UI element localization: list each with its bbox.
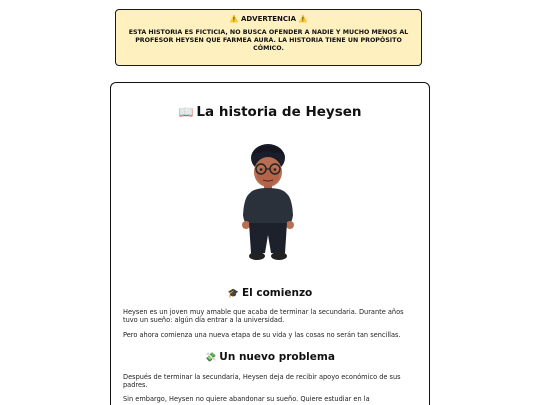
section-heading-text: Un nuevo problema — [219, 351, 335, 363]
paragraph: Después de terminar la secundaria, Heysen deja de recibir apoyo económico de sus padres. — [123, 373, 401, 390]
section-heading-el-comienzo — [111, 286, 429, 301]
page-title-text: La historia de Heysen — [196, 104, 362, 120]
warning-icon: ⚠️ — [298, 15, 308, 23]
graduation-cap-icon: 🎓 — [227, 289, 239, 299]
section-heading-un-nuevo-problema — [111, 350, 429, 365]
warning-title: ADVERTENCIA — [240, 15, 297, 23]
warning-banner — [115, 9, 422, 66]
heysen-character-image — [236, 143, 302, 263]
warning-text: ESTA HISTORIA ES FICTICIA, NO BUSCA OFENDER A NADIE Y MUCHO MENOS AL PROFESOR HEYSEN QUE FARMEA AURA. LA HISTORIA TIENE UN PROPÓSITO CÓMICO. — [128, 29, 409, 52]
money-with-wings-icon: 💸 — [205, 353, 217, 363]
open-book-icon: 📖 — [178, 105, 194, 119]
story-card — [110, 82, 430, 405]
section-heading-text: El comienzo — [241, 287, 313, 299]
warning-icon: ⚠️ — [229, 15, 239, 23]
page-title — [111, 103, 429, 121]
paragraph: Sin embargo, Heysen no quiere abandonar su sueño. Quiere estudiar en la — [123, 395, 370, 403]
paragraph: Heysen es un joven muy amable que acaba de terminar la secundaria. Durante años tuvo un sueño: algún día entrar a la universidad. — [123, 308, 404, 325]
paragraph: Pero ahora comienza una nueva etapa de su vida y las cosas no serán tan sencillas. — [123, 331, 401, 339]
warning-title-row — [116, 14, 421, 24]
